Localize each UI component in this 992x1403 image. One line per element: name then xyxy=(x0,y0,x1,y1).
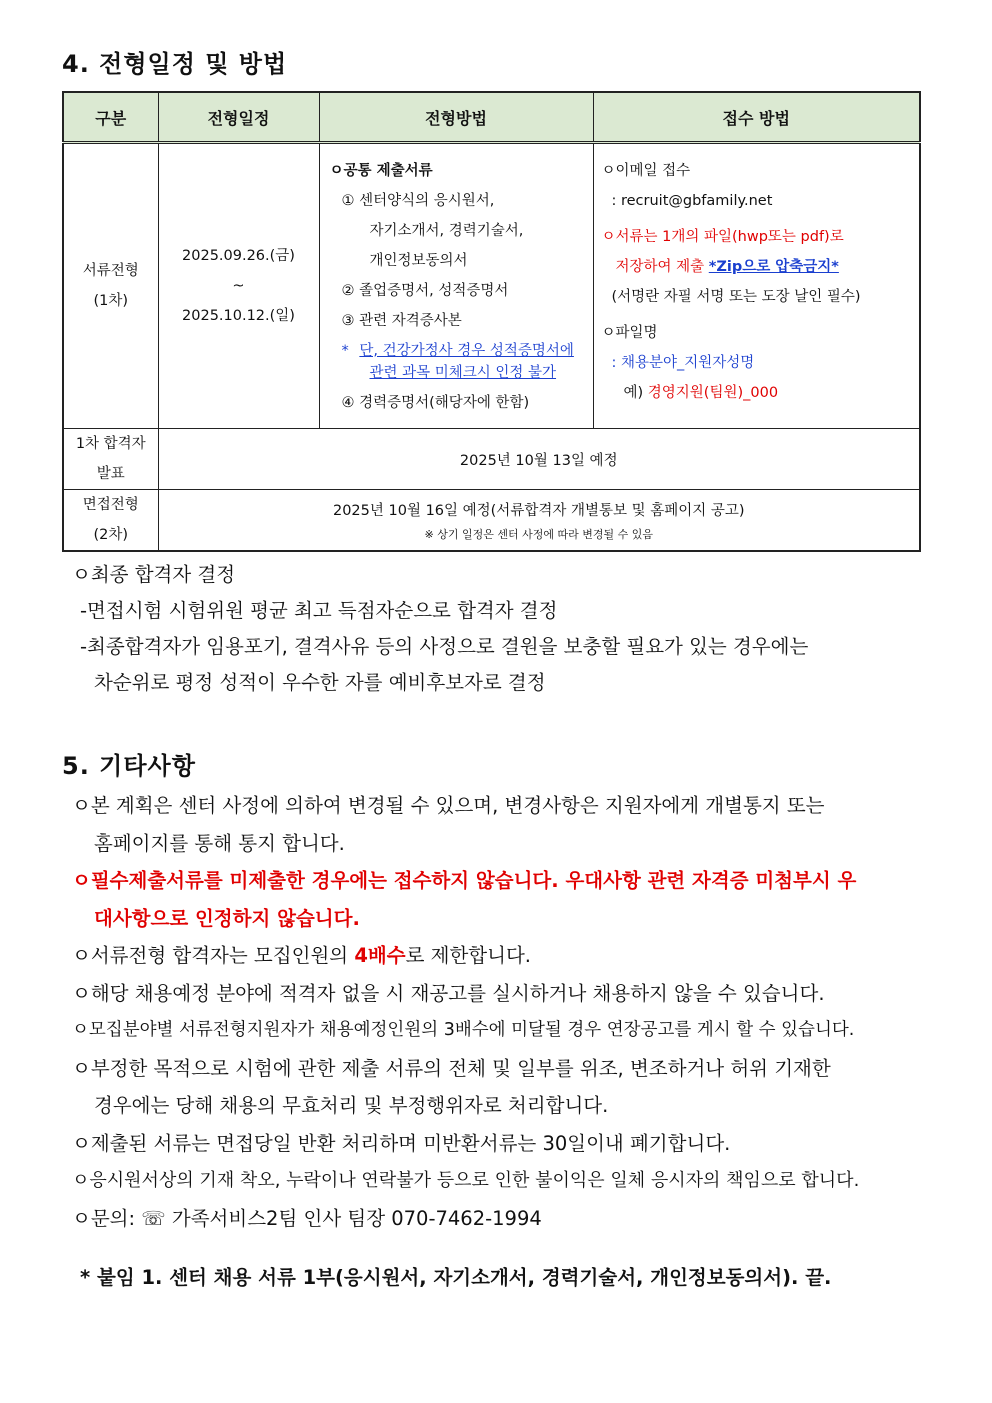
misc-item-6a: ㅇ부정한 목적으로 시험에 관한 제출 서류의 전체 및 일부를 위조, 변조하거나 허위 기재한 xyxy=(72,1056,831,1080)
schedule-table xyxy=(62,91,921,552)
row2-category xyxy=(63,429,158,490)
row3-note: ※ 상기 일정은 센터 사정에 따라 변경될 수 있음 xyxy=(424,528,653,541)
recv-email-address[interactable]: : recruit@gbfamily.net xyxy=(611,193,773,209)
header-method: 전형방법 xyxy=(319,92,593,143)
header-reception: 접수 방법 xyxy=(593,92,920,143)
row3-category-line1: 면접전형 xyxy=(82,497,139,513)
header-schedule: 전형일정 xyxy=(158,92,319,143)
recv-filename-head: ㅇ파일명 xyxy=(601,325,658,341)
misc-item-1b: 홈페이지를 통해 통지 합니다. xyxy=(94,831,345,855)
misc-item-4: ㅇ해당 채용예정 분야에 적격자 없을 시 재공고를 실시하거나 채용하지 않을 수 있습니다. xyxy=(72,981,825,1005)
recv-signature-note: (서명란 자필 서명 또는 도장 날인 필수) xyxy=(611,289,861,305)
row1-method xyxy=(319,143,593,429)
row1-date-start: 2025.09.26.(금) xyxy=(182,248,295,264)
recv-example-value: 경영지원(팀원)_000 xyxy=(647,385,779,401)
final-decision-block xyxy=(72,557,932,701)
method-item-4: ④ 경력증명서(해당자에 한함) xyxy=(341,395,530,411)
method-item-2: ② 졸업증명서, 성적증명서 xyxy=(341,283,509,299)
misc-item-2a: ㅇ필수제출서류를 미제출한 경우에는 접수하지 않습니다. 우대사항 관련 자격증 미첨부시 우 xyxy=(72,869,857,892)
misc-items-block xyxy=(72,787,932,1237)
note-star: * xyxy=(341,343,349,359)
misc-item-2b: 대사항으로 인정하지 않습니다. xyxy=(94,906,360,930)
row1-category-line1: 서류전형 xyxy=(82,263,139,279)
method-item-1b: 자기소개서, 경력기술서, xyxy=(369,223,524,239)
row3-value-cell xyxy=(158,490,920,552)
final-decision-head: ㅇ최종 합격자 결정 xyxy=(72,563,236,586)
method-head: ㅇ공통 제출서류 xyxy=(329,163,433,179)
table-row-interview xyxy=(63,490,920,552)
row1-reception xyxy=(593,143,920,429)
table-header-row xyxy=(63,92,920,143)
method-note xyxy=(330,336,587,362)
table-row-first-announcement xyxy=(63,429,920,490)
misc-item-6b: 경우에는 당해 채용의 무효처리 및 부정행위자로 처리합니다. xyxy=(94,1094,609,1117)
method-item-1a: ① 센터양식의 응시원서, xyxy=(341,193,495,209)
row2-category-line2: 발표 xyxy=(96,466,125,482)
row2-value: 2025년 10월 13일 예정 xyxy=(158,429,920,490)
row3-category-line2: (2차) xyxy=(93,527,129,543)
row1-category xyxy=(63,143,158,429)
row3-category xyxy=(63,490,158,552)
row1-schedule xyxy=(158,143,319,429)
row1-category-line2: (1차) xyxy=(93,293,129,309)
method-item-3: ③ 관련 자격증사본 xyxy=(341,313,462,329)
misc-item-9-contact: ㅇ문의: ☏ 가족서비스2팀 인사 팀장 070-7462-1994 xyxy=(72,1206,542,1230)
misc-item-3a: ㅇ서류전형 합격자는 모집인원의 xyxy=(72,944,355,967)
recv-file-rule-b xyxy=(602,252,914,282)
table-row-document-screening xyxy=(63,143,920,429)
final-decision-line1: -면접시험 시험위원 평균 최고 득점자순으로 합격자 결정 xyxy=(80,599,558,622)
final-decision-line2b: 차순위로 평정 성적이 우수한 자를 예비후보자로 결정 xyxy=(94,671,546,694)
row1-date-sep: ~ xyxy=(232,278,245,294)
row2-category-line1: 1차 합격자 xyxy=(75,436,146,452)
misc-item-3-highlight: 4배수 xyxy=(354,944,406,967)
recv-filename-example xyxy=(602,378,914,408)
header-category: 구분 xyxy=(63,92,158,143)
note-line-a: 단, 건강가정사 경우 성적증명서에 xyxy=(359,343,574,359)
row3-value: 2025년 10월 16일 예정(서류합격자 개별통보 및 홈페이지 공고) xyxy=(332,503,745,519)
attachment-note: * 붙임 1. 센터 채용 서류 1부(응시원서, 자기소개서, 경력기술서, 개인정보동의서). 끝. xyxy=(80,1266,832,1289)
recv-file-rule: ㅇ서류는 1개의 파일(hwp또는 pdf)로 xyxy=(601,229,844,245)
recv-filename-format: : 채용분야_지원자성명 xyxy=(611,355,755,371)
recv-file-submit: 저장하여 제출 xyxy=(615,259,709,275)
recv-email-head: ㅇ이메일 접수 xyxy=(601,163,691,179)
recv-example-prefix: 예) xyxy=(623,385,648,401)
final-decision-line2a: -최종합격자가 임용포기, 결격사유 등의 사정으로 결원을 보충할 필요가 있는 경우에는 xyxy=(80,635,809,658)
section-5-title: 5. 기타사항 xyxy=(62,752,196,780)
misc-item-3c: 로 제한합니다. xyxy=(405,944,531,967)
misc-item-3 xyxy=(72,937,932,975)
method-item-1c: 개인정보동의서 xyxy=(369,253,468,269)
section-4-title: 4. 전형일정 및 방법 xyxy=(62,50,288,78)
misc-item-8: ㅇ응시원서상의 기재 착오, 누락이나 연락불가 등으로 인한 불이익은 일체 응시자의 책임으로 합니다. xyxy=(72,1170,860,1191)
row1-date-end: 2025.10.12.(일) xyxy=(182,308,295,324)
misc-item-1a: ㅇ본 계획은 센터 사정에 의하여 변경될 수 있으며, 변경사항은 지원자에게 개별통지 또는 xyxy=(72,794,825,817)
misc-item-5: ㅇ모집분야별 서류전형지원자가 채용예정인원의 3배수에 미달될 경우 연장공고를 게시 할 수 있습니다. xyxy=(72,1020,855,1040)
recv-no-zip: *Zip으로 압축금지* xyxy=(708,259,839,275)
misc-item-7: ㅇ제출된 서류는 면접당일 반환 처리하며 미반환서류는 30일이내 폐기합니다. xyxy=(72,1131,731,1155)
note-line-b: 관련 과목 미체크시 인정 불가 xyxy=(369,365,557,381)
